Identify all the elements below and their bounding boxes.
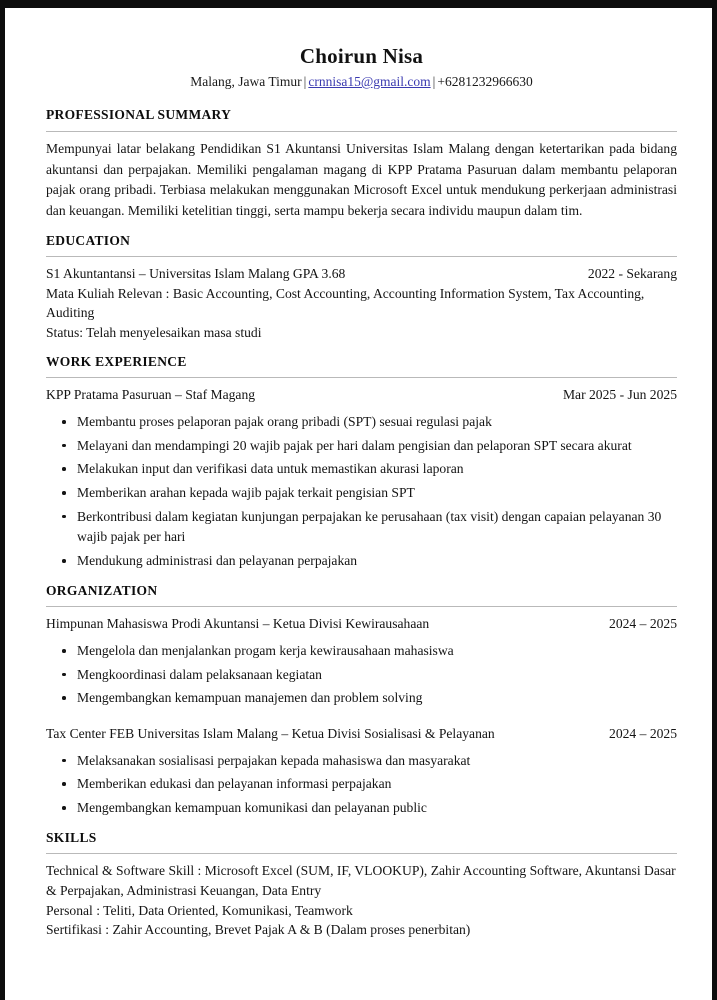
list-item: Memberikan arahan kepada wajib pajak terkait pengisian SPT xyxy=(46,483,677,504)
contact-location: Malang, Jawa Timur xyxy=(190,74,302,90)
education-entry-head xyxy=(46,264,677,284)
list-item: Melayani dan mendampingi 20 wajib pajak per hari dalam pengisian dan pelaporan SPT secara akurat xyxy=(46,436,677,457)
organization-period: 2024 – 2025 xyxy=(609,616,677,632)
education-status: Status: Telah menyelesaikan masa studi xyxy=(46,325,262,341)
section-rule-summary xyxy=(46,131,677,132)
section-education xyxy=(46,232,677,343)
organization-bullet-list xyxy=(46,641,677,709)
organization-entry-2 xyxy=(46,724,677,819)
organization-entry-head xyxy=(46,724,677,744)
organization-period: 2024 – 2025 xyxy=(609,725,677,741)
list-item: Berkontribusi dalam kegiatan kunjungan perpajakan ke perusahaan (tax visit) dengan capaian pelayanan 30 wajib pajak per hari xyxy=(46,507,677,548)
organization-bullet-list xyxy=(46,751,677,819)
section-heading-organization: ORGANIZATION xyxy=(46,582,158,598)
list-item: Mengembangkan kemampuan manajemen dan problem solving xyxy=(46,688,677,709)
organization-role: Tax Center FEB Universitas Islam Malang – Ketua Divisi Sosialisasi & Pelayanan xyxy=(46,725,495,741)
list-item: Mendukung administrasi dan pelayanan perpajakan xyxy=(46,551,677,572)
list-item: Mengelola dan menjalankan progam kerja kewirausahaan mahasiswa xyxy=(46,641,677,662)
contact-phone: +6281232966630 xyxy=(437,74,533,90)
section-rule-work xyxy=(46,377,677,378)
list-item: Mengembangkan kemampuan komunikasi dan pelayanan public xyxy=(46,798,677,819)
work-period: Mar 2025 - Jun 2025 xyxy=(562,387,677,403)
education-period: 2022 - Sekarang xyxy=(587,266,677,282)
contact-separator-2: | xyxy=(432,74,436,90)
section-work-experience xyxy=(46,353,677,572)
section-heading-skills: SKILLS xyxy=(46,829,97,845)
section-rule-education xyxy=(46,256,677,257)
contact-line xyxy=(46,74,677,90)
section-professional-summary xyxy=(46,106,677,221)
section-rule-organization xyxy=(46,606,677,607)
contact-separator-1: | xyxy=(303,74,307,90)
skills-certification: Sertifikasi : Zahir Accounting, Brevet Pajak A & B (Dalam proses penerbitan) xyxy=(46,922,471,938)
list-item: Membantu proses pelaporan pajak orang pribadi (SPT) sesuai regulasi pajak xyxy=(46,412,677,433)
skills-technical: Technical & Software Skill : Microsoft Excel (SUM, IF, VLOOKUP), Zahir Accounting Software, Akuntansi Dasar & Perpajakan, Administrasi Keuangan, Data Entry xyxy=(46,863,676,898)
section-skills xyxy=(46,829,677,940)
skills-personal: Personal : Teliti, Data Oriented, Komunikasi, Teamwork xyxy=(46,902,353,918)
section-rule-skills xyxy=(46,853,677,854)
organization-entry-1 xyxy=(46,614,677,709)
work-role: KPP Pratama Pasuruan – Staf Magang xyxy=(46,387,256,403)
resume-page xyxy=(5,8,712,1000)
work-bullet-list xyxy=(46,412,677,572)
organization-role: Himpunan Mahasiswa Prodi Akuntansi – Ketua Divisi Kewirausahaan xyxy=(46,616,430,632)
section-heading-summary: PROFESSIONAL SUMMARY xyxy=(46,107,232,123)
summary-paragraph: Mempunyai latar belakang Pendidikan S1 Akuntansi Universitas Islam Malang dengan ketertarikan pada bidang akuntansi dan perpajakan. Memiliki pengalaman magang di KPP Pratama Pasuruan dalam membantu pelaporan pajak orang pribadi. Terbiasa melakukan menggunakan Microsoft Excel untuk mendukung perkerjaan administrasi dan keuangan. Memiliki ketelitian tinggi, serta mampu bekerja secara individu maupun dalam tim. xyxy=(46,140,677,218)
candidate-name: Choirun Nisa xyxy=(299,44,424,68)
list-item: Memberikan edukasi dan pelayanan informasi perpajakan xyxy=(46,774,677,795)
education-courses: Mata Kuliah Relevan : Basic Accounting, Cost Accounting, Accounting Information System, Tax Accounting, Auditing xyxy=(46,285,645,321)
section-heading-work: WORK EXPERIENCE xyxy=(46,353,187,369)
list-item: Mengkoordinasi dalam pelaksanaan kegiatan xyxy=(46,665,677,686)
email-link[interactable]: crnnisa15@gmail.com xyxy=(308,74,431,90)
resume-header xyxy=(46,44,677,90)
list-item: Melaksanakan sosialisasi perpajakan kepada mahasiswa dan masyarakat xyxy=(46,751,677,772)
organization-entry-head xyxy=(46,614,677,634)
section-organization xyxy=(46,582,677,819)
work-entry-head xyxy=(46,385,677,405)
section-heading-education: EDUCATION xyxy=(46,232,131,248)
list-item: Melakukan input dan verifikasi data untuk memastikan akurasi laporan xyxy=(46,459,677,480)
education-degree: S1 Akuntantansi – Universitas Islam Malang GPA 3.68 xyxy=(46,266,346,282)
